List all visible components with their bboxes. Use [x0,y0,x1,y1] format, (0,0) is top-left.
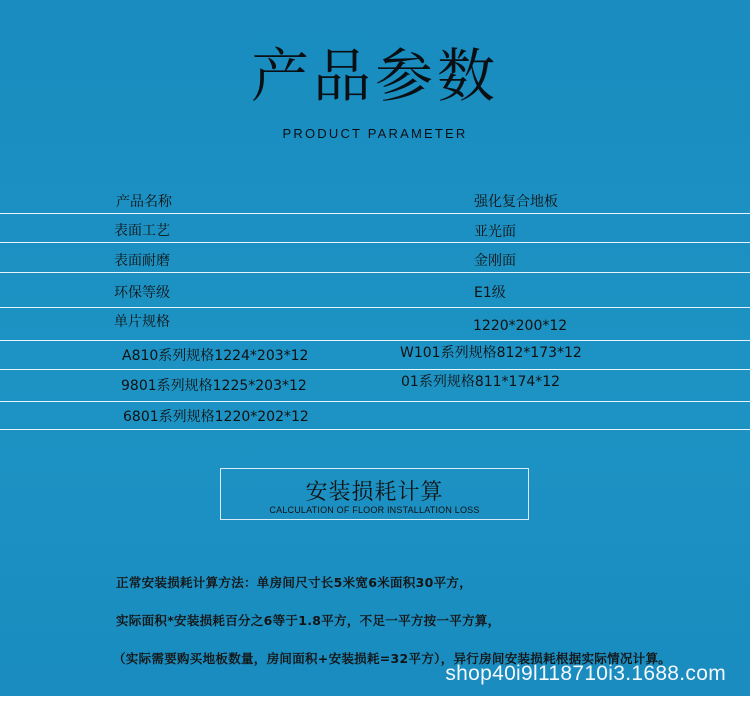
param-value-size: 1220*200*12 [473,318,568,334]
param-label-finish: 表面工艺 [114,223,170,239]
row-divider [0,307,750,308]
row-divider [0,340,750,341]
param-value-wear: 金刚面 [474,253,516,269]
row-divider [0,369,750,370]
param-value-eco-grade: E1级 [474,285,506,301]
shop-url-watermark: shop40i9l118710i3.1688.com [445,662,726,685]
param-label-eco-grade: 环保等级 [114,285,170,301]
page-title: 产品参数 [250,42,499,110]
row-divider [0,429,750,430]
loss-note-line: 实际面积*安装损耗百分之6等于1.8平方，不足一平方按一平方算， [116,613,501,628]
param-label-wear: 表面耐磨 [114,253,170,269]
series-spec-w101: W101系列规格812*173*12 [400,345,582,361]
installation-loss-title: 安装损耗计算 [305,480,444,505]
param-value-name: 强化复合地板 [474,194,558,210]
series-spec-6801: 6801系列规格1220*202*12 [123,409,309,425]
row-divider [0,272,750,273]
series-spec-9801: 9801系列规格1225*203*12 [121,378,307,394]
loss-note-line: （实际需要购买地板数量，房间面积+安装损耗=32平方），异行房间安装损耗根据实际情况计算。 [113,651,672,666]
series-spec-01: 01系列规格811*174*12 [401,374,561,390]
param-label-name: 产品名称 [116,194,172,210]
param-value-finish: 亚光面 [474,224,516,240]
param-label-size: 单片规格 [114,314,170,330]
row-divider [0,242,750,243]
installation-loss-heading-box [220,468,529,520]
series-spec-a810: A810系列规格1224*203*12 [122,348,309,364]
loss-note-line: 正常安装损耗计算方法：单房间尺寸长5米宽6米面积30平方， [116,575,472,590]
row-divider [0,401,750,402]
page-subtitle: PRODUCT PARAMETER [282,126,468,141]
installation-loss-subtitle: CALCULATION OF FLOOR INSTALLATION LOSS [269,505,480,515]
row-divider [0,213,750,214]
